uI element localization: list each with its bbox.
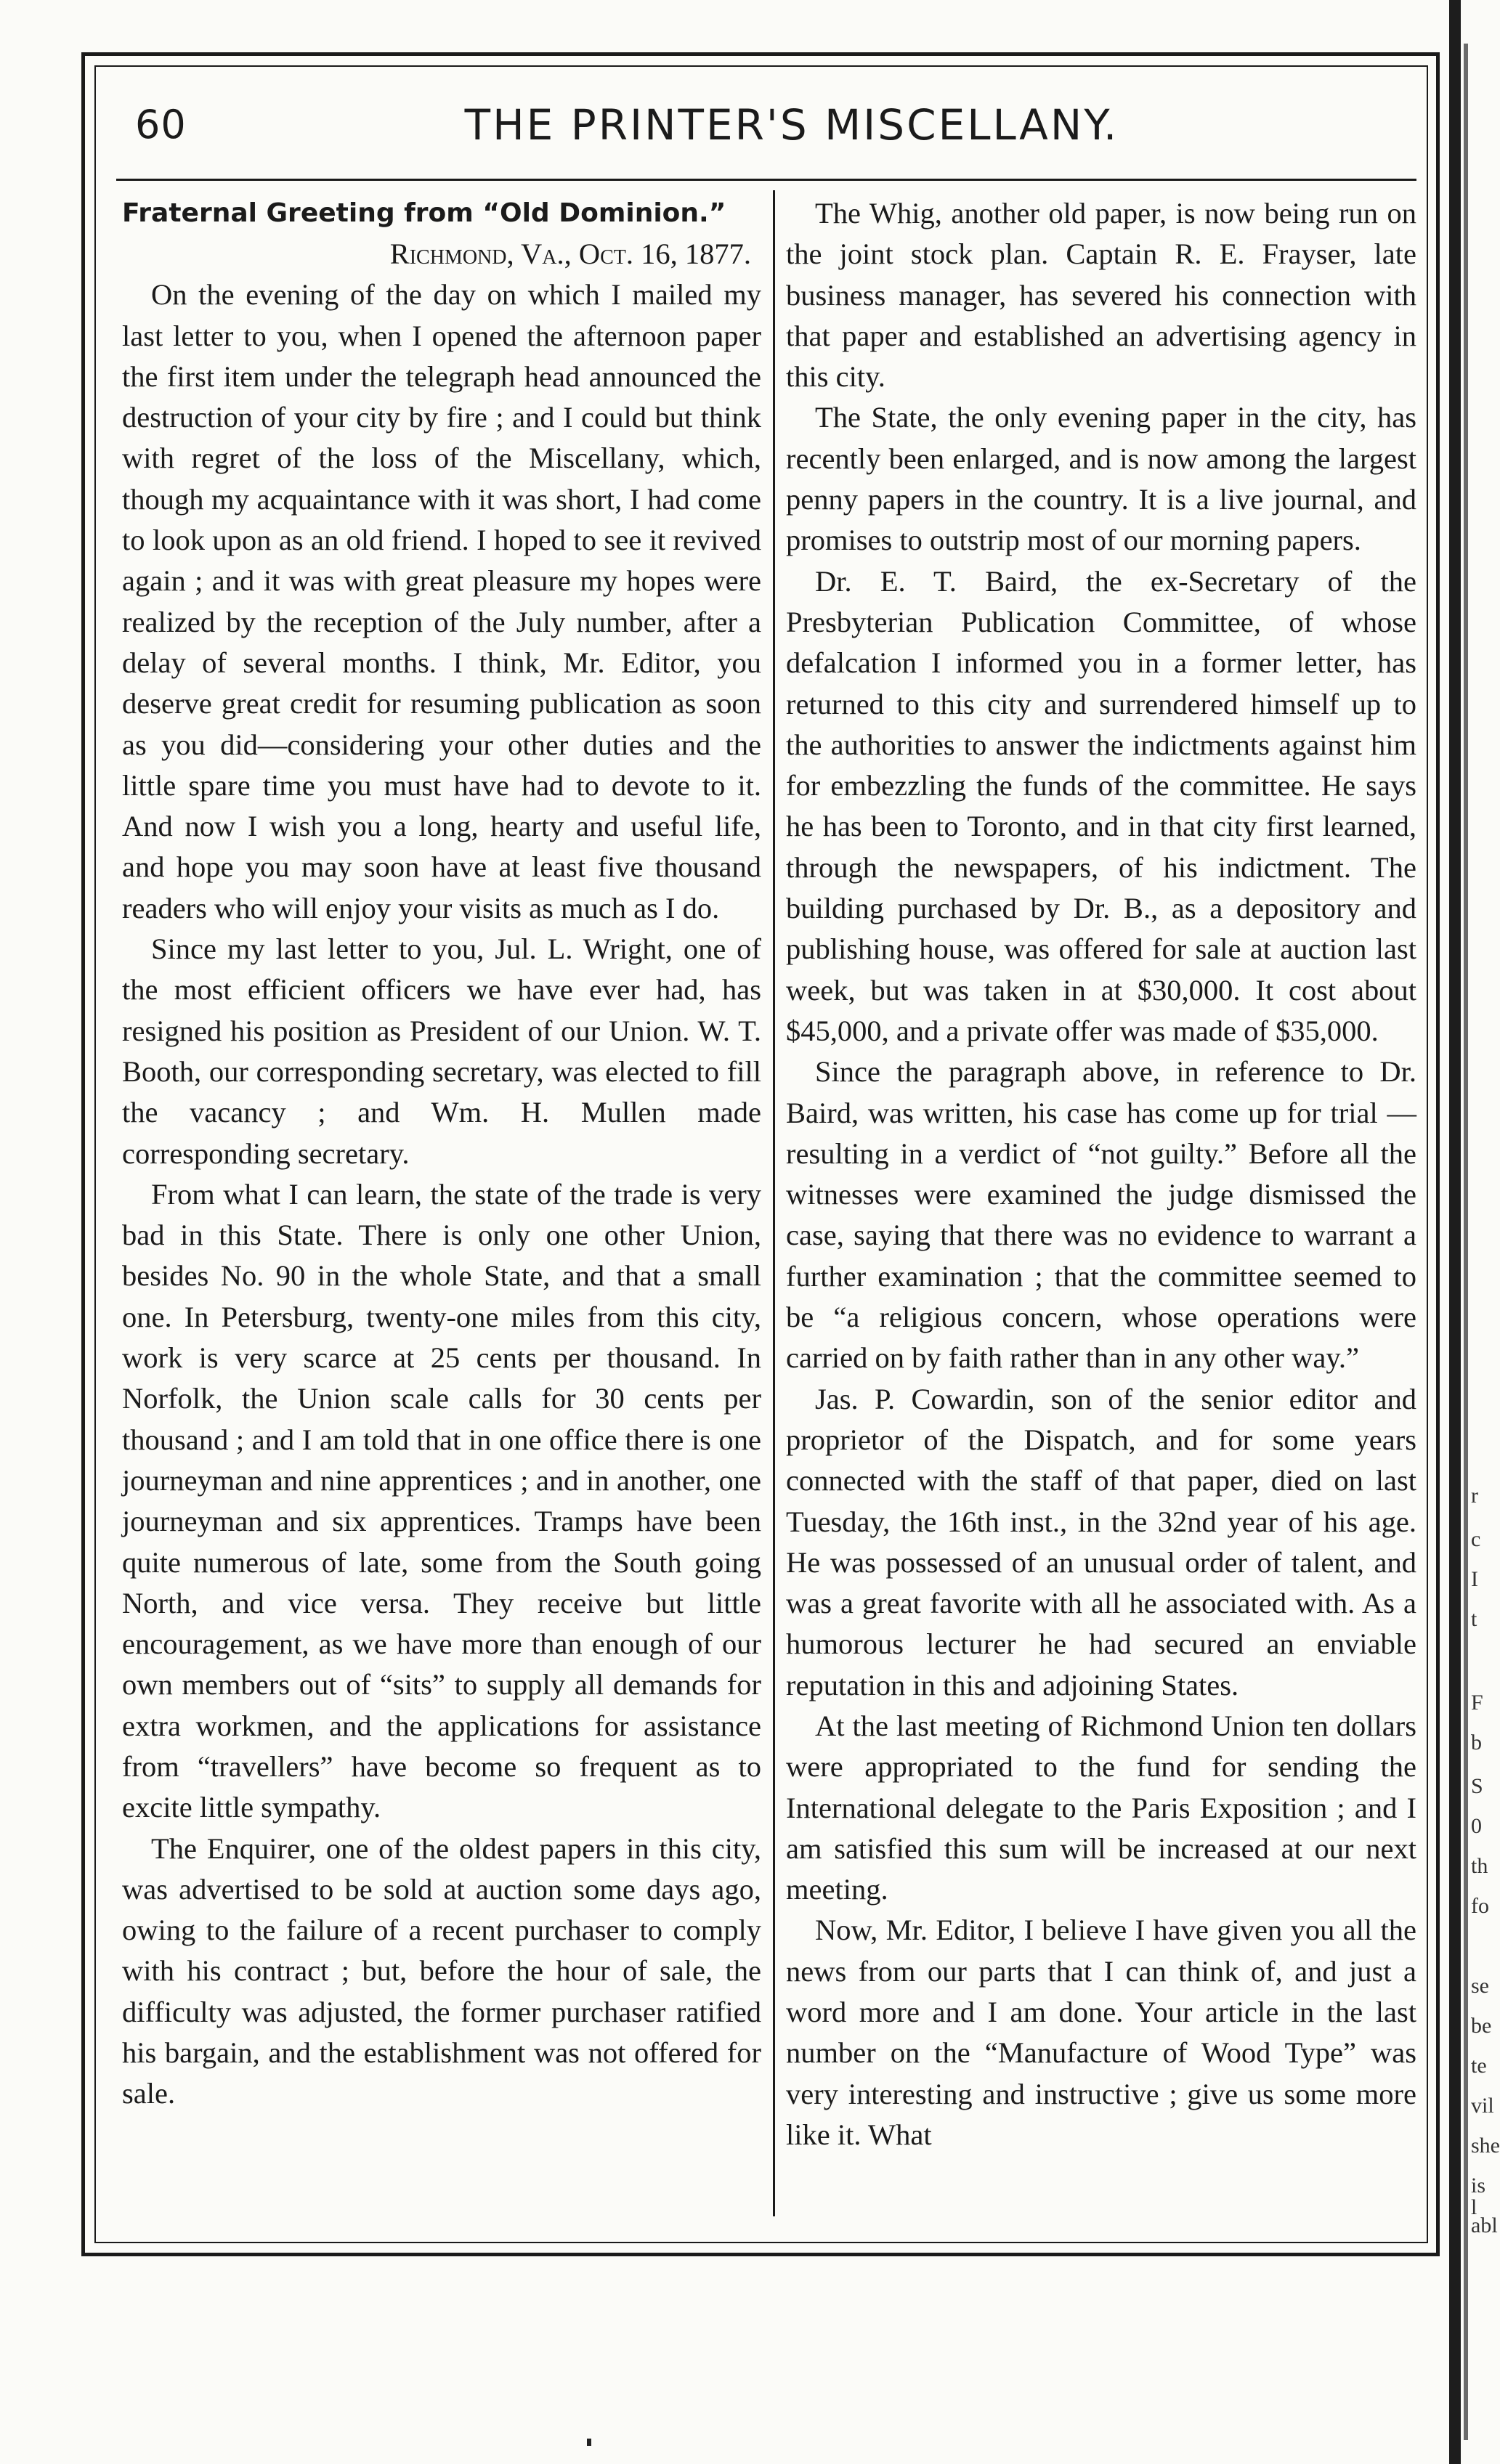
gutter-shadow-edge [1464, 44, 1468, 2440]
paragraph: Since my last letter to you, Jul. L. Wright, one of the most efficient officers we have ever had, has resigned his position as President of our Union. W. T. Booth, our corresponding secretary, was elected to fill the vacancy ; and Wm. H. Mullen made corresponding secretary. [122, 932, 761, 1170]
paragraph: From what I can learn, the state of the trade is very bad in this State. There is only one other Union, besides No. 90 in the whole State, and that a small one. In Petersburg, twenty-one miles from this city, work is very scarce at 25 cents per thousand. In Norfolk, the Union scale calls for 30 cents per thousand ; and I am told that in one office there is one journeyman and nine apprentices ; and in another, one journeyman and six apprentices. Tramps have been quite numerous of late, some from the South going North, and vice versa. They receive but little encouragement, as we have more than enough of our own members out of “sits” to supply all demands for extra workmen, and the applications for assistance from “travellers” have become so frequent as to excite little sympathy. [122, 1177, 761, 1824]
article-title: Fraternal Greeting from “Old Dominion.” [122, 198, 726, 228]
bleed-text: I [1471, 1567, 1478, 1591]
dateline: Richmond, Va., Oct. 16, 1877. [389, 237, 751, 270]
paragraph: The Enquirer, one of the oldest papers in this city, was advertised to be sold at auction some days ago, owing to the failure of a recent purchaser to comply with his contract ; but, before the hour of sale, the difficulty was adjusted, the former purchaser ratified his bargain, and the establishment was not offered for sale. [122, 1831, 761, 2110]
bleed-text: c [1471, 1527, 1481, 1551]
bleed-text: vil [1471, 2094, 1494, 2118]
bleed-text: be [1471, 2014, 1492, 2038]
ink-mark [587, 2439, 591, 2446]
bleed-text: S [1471, 1774, 1483, 1798]
facing-page-bleed [1435, 0, 1500, 2464]
paragraph: Since the paragraph above, in reference to Dr. Baird, was written, his case has come up for trial —resulting in a verdict of “not guilty.” Before all the witnesses were examined the judge dismissed the case, saying that there was no evidence to warrant a further examination ; that the committee seemed to be “a religious concern, whose operations were carried on by faith rather than in any other way.” [786, 1055, 1416, 1375]
right-column [786, 193, 1416, 2155]
bleed-text: b [1471, 1731, 1482, 1755]
page-number: 60 [135, 102, 187, 147]
paragraph: On the evening of the day on which I mailed my last letter to you, when I opened the afternoon paper the first item under the telegraph head announced the destruction of your city by fire ; and I could but think with regret of the loss of the Miscellany, which, though my acquaintance with it was short, I had come to look upon as an old friend. I hoped to see it revived again ; and it was with great pleasure my hopes were realized by the reception of the July number, after a delay of several months. I think, Mr. Editor, you deserve great credit for resuming publication as soon as you did—considering your other duties and the little spare time you must have had to devote to it. And now I wish you a long, hearty and useful life, and hope you may soon have at least five thousand readers who will enjoy your visits as much as I do. [122, 278, 761, 924]
bleed-text: t [1471, 1607, 1477, 1631]
bleed-text: se [1471, 1974, 1489, 1998]
header-rule [116, 179, 1416, 181]
paragraph: The State, the only evening paper in the city, has recently been enlarged, and is now among the largest penny papers in the country. It is a live journal, and promises to outstrip most of our morning papers. [786, 401, 1416, 557]
paragraph: Jas. P. Cowardin, son of the senior editor and proprietor of the Dispatch, and for some years connected with the staff of that paper, died on last Tuesday, the 16th inst., in the 32nd year of his age. He was possessed of an unusual order of talent, and was a great favorite with all he associated with. As a humorous lecturer he had secured an enviable reputation in this and adjoining States. [786, 1382, 1416, 1701]
running-title: THE PRINTER'S MISCELLANY. [464, 100, 1119, 150]
bleed-text: is l [1471, 2174, 1486, 2219]
bleed-text: r [1471, 1484, 1478, 1508]
paragraph: Dr. E. T. Baird, the ex-Secretary of the Presbyterian Publication Committee, of whose defalcation I informed you in a former letter, has returned to this city and surrendered himself up to the authorities to answer the indictments against him for embezzling the funds of the committee. He says he has been to Toronto, and in that city first learned, through the newspapers, of his indictment. The building purchased by Dr. B., as a depository and publishing house, was offered for sale at auction last week, but was taken in at $30,000. It cost about $45,000, and a private offer was made of $35,000. [786, 564, 1416, 1047]
bleed-text: te [1471, 2054, 1487, 2078]
bleed-text: fo [1471, 1894, 1489, 1918]
bleed-text: F [1471, 1691, 1483, 1715]
paragraph: At the last meeting of Richmond Union ten dollars were appropriated to the fund for sending the International delegate to the Paris Exposition ; and I am satisfied this sum will be increased at our next meeting. [786, 1709, 1416, 1906]
gutter-shadow [1449, 0, 1461, 2464]
paragraph: Now, Mr. Editor, I believe I have given you all the news from our parts that I can think of, and just a word more and I am done. Your article in the last number on the “Manufacture of Wood Type” was very interesting and instructive ; give us some more like it. What [786, 1914, 1416, 2151]
bleed-text: 0 [1471, 1814, 1482, 1838]
bleed-text: she [1471, 2134, 1500, 2158]
left-column [122, 193, 761, 2115]
paragraph: The Whig, another old paper, is now being run on the joint stock plan. Captain R. E. Frayser, late business manager, has severed his connection with that paper and established an advertising agency in this city. [786, 197, 1416, 394]
bleed-text: abl [1471, 2213, 1498, 2237]
bleed-text: th [1471, 1854, 1488, 1878]
column-rule [773, 190, 775, 2216]
